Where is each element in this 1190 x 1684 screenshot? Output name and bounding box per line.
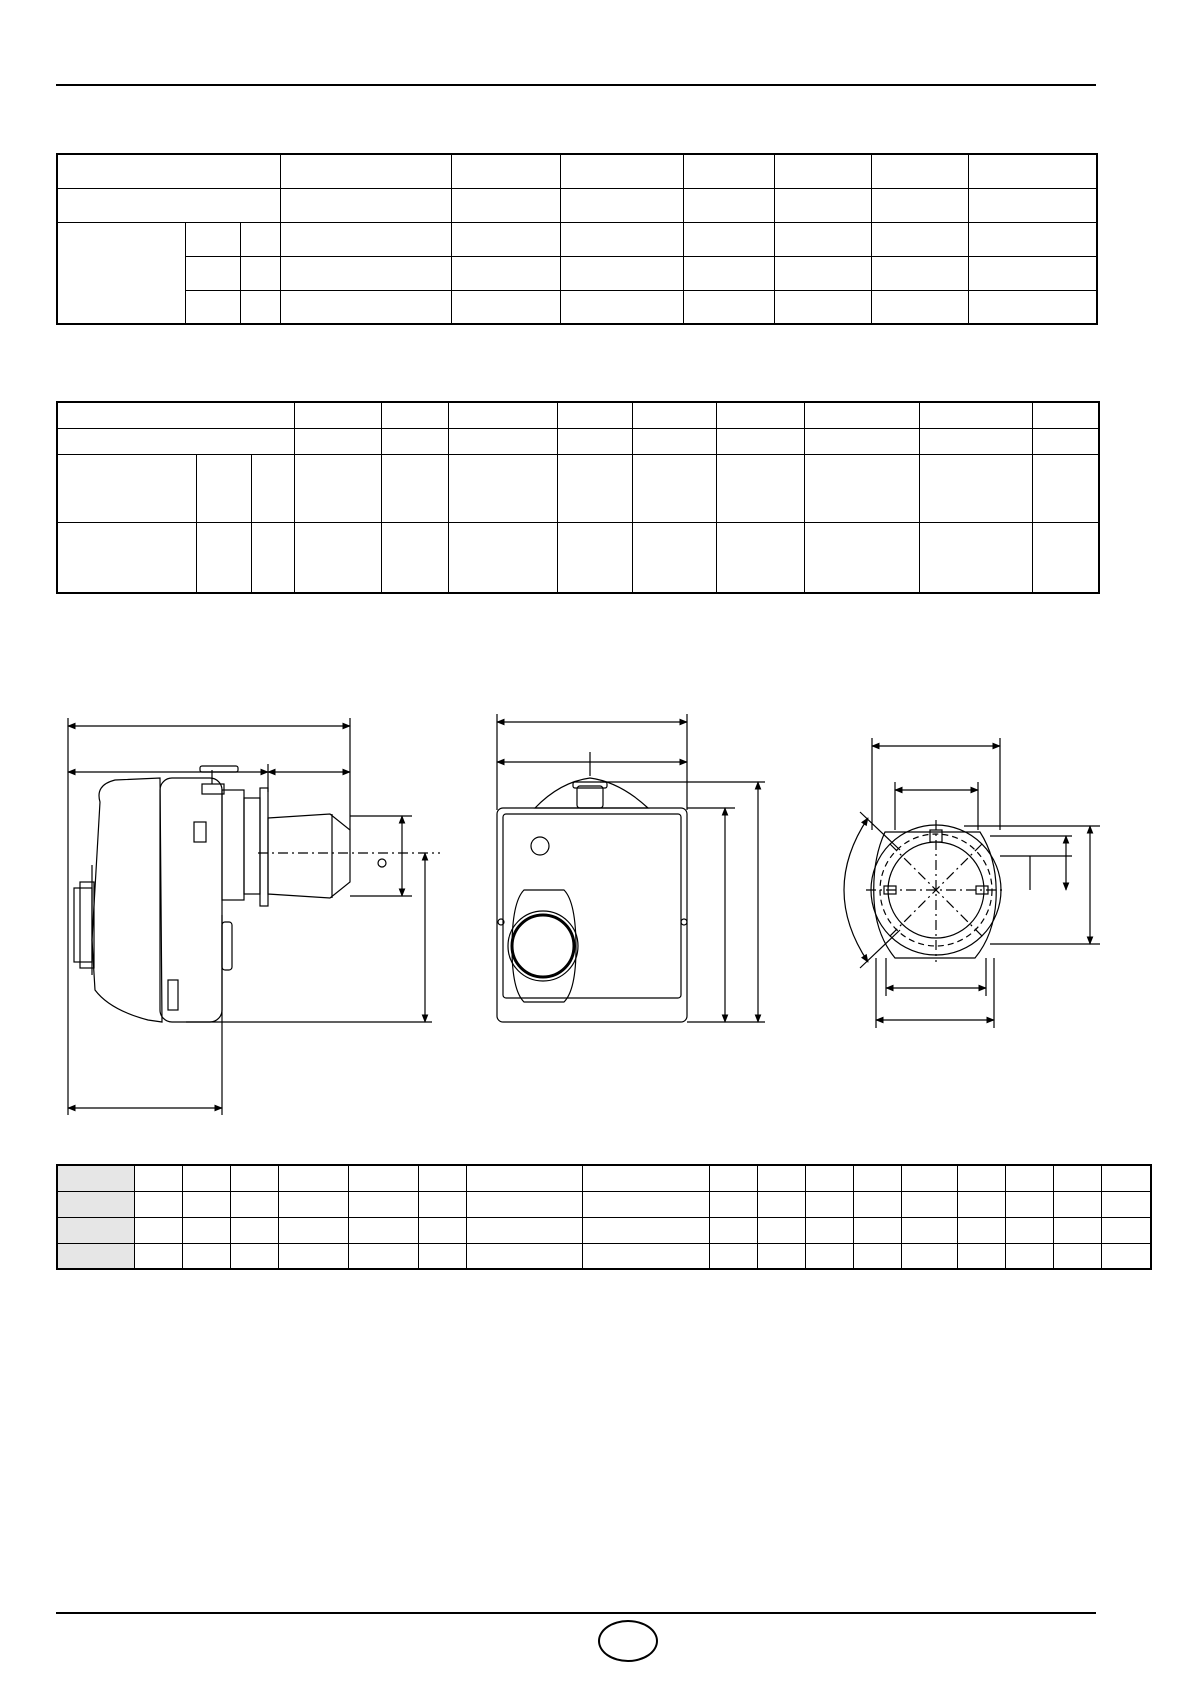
table-row — [57, 188, 1097, 222]
table-row — [57, 1243, 1151, 1269]
table-cell — [709, 1243, 757, 1269]
table-cell — [774, 222, 871, 256]
table-cell — [774, 256, 871, 290]
table-cell — [1032, 428, 1099, 454]
table-cell — [709, 1165, 757, 1191]
table-cell — [1101, 1243, 1151, 1269]
table-cell — [709, 1191, 757, 1217]
table-cell — [294, 402, 381, 428]
table-cell — [957, 1165, 1005, 1191]
table-row — [57, 1217, 1151, 1243]
table-cell — [716, 454, 804, 522]
table-cell — [466, 1217, 582, 1243]
table-cell — [185, 256, 240, 290]
table-cell — [560, 256, 683, 290]
table-cell — [582, 1165, 709, 1191]
table-cell — [716, 428, 804, 454]
table-cell — [1005, 1165, 1053, 1191]
table-row — [57, 454, 1099, 522]
table-cell — [1005, 1191, 1053, 1217]
table-cell — [853, 1243, 901, 1269]
table-cell — [278, 1191, 348, 1217]
table-cell — [632, 522, 716, 593]
table-cell — [853, 1217, 901, 1243]
table-cell — [185, 290, 240, 324]
table-cell — [240, 222, 280, 256]
table-cell — [968, 222, 1097, 256]
table-cell — [466, 1191, 582, 1217]
table-cell — [230, 1165, 278, 1191]
table-cell — [57, 428, 294, 454]
page-number — [598, 1620, 658, 1662]
table-row — [57, 256, 1097, 290]
table-cell — [280, 256, 451, 290]
table-row — [57, 402, 1099, 428]
table-row — [57, 1165, 1151, 1191]
table-cell — [968, 290, 1097, 324]
table-cell — [1032, 522, 1099, 593]
table-cell — [919, 522, 1032, 593]
table-header-cell — [57, 1191, 134, 1217]
table-cell — [1053, 1217, 1101, 1243]
table-cell — [278, 1243, 348, 1269]
table-cell — [57, 222, 185, 324]
footer-rule — [56, 1612, 1096, 1614]
table-cell — [716, 522, 804, 593]
table-cell — [901, 1217, 957, 1243]
table-cell — [805, 1191, 853, 1217]
table-cell — [418, 1165, 466, 1191]
table-cell — [448, 522, 557, 593]
table-cell — [381, 428, 448, 454]
table-cell — [871, 256, 968, 290]
table-cell — [919, 454, 1032, 522]
table-cell — [805, 1217, 853, 1243]
table-cell — [871, 188, 968, 222]
table-cell — [805, 1243, 853, 1269]
table-cell — [560, 222, 683, 256]
table-cell — [57, 522, 196, 593]
table-cell — [451, 290, 560, 324]
table-cell — [348, 1191, 418, 1217]
table-cell — [418, 1191, 466, 1217]
table-cell — [804, 402, 919, 428]
table-cell — [683, 256, 774, 290]
table-cell — [757, 1165, 805, 1191]
table-cell — [348, 1243, 418, 1269]
table-cell — [683, 154, 774, 188]
table-cell — [632, 454, 716, 522]
table-cell — [1032, 454, 1099, 522]
table-cell — [683, 188, 774, 222]
table-row — [57, 1191, 1151, 1217]
table-cell — [683, 222, 774, 256]
table-cell — [418, 1217, 466, 1243]
table-cell — [1101, 1191, 1151, 1217]
table-cell — [381, 454, 448, 522]
table-row — [57, 428, 1099, 454]
table-cell — [294, 454, 381, 522]
table-cell — [1101, 1165, 1151, 1191]
table-cell — [280, 290, 451, 324]
table-cell — [134, 1165, 182, 1191]
table-cell — [196, 454, 251, 522]
table-cell — [853, 1165, 901, 1191]
table-cell — [709, 1217, 757, 1243]
table-cell — [57, 454, 196, 522]
table-cell — [348, 1217, 418, 1243]
table-cell — [381, 522, 448, 593]
table-cell — [134, 1243, 182, 1269]
table-cell — [757, 1191, 805, 1217]
table-row — [57, 222, 1097, 256]
table-header-cell — [57, 1217, 134, 1243]
table-cell — [871, 154, 968, 188]
table-cell — [294, 428, 381, 454]
table-cell — [805, 1165, 853, 1191]
table-cell — [280, 188, 451, 222]
table-cell — [182, 1217, 230, 1243]
table-cell — [557, 522, 632, 593]
table-cell — [560, 290, 683, 324]
table-cell — [557, 402, 632, 428]
table-cell — [57, 154, 280, 188]
header-rule — [56, 84, 1096, 86]
table-cell — [278, 1165, 348, 1191]
table-cell — [466, 1165, 582, 1191]
table-cell — [381, 402, 448, 428]
table-cell — [1053, 1243, 1101, 1269]
table-cell — [632, 402, 716, 428]
table-cell — [1005, 1243, 1053, 1269]
table-cell — [757, 1217, 805, 1243]
table-cell — [853, 1191, 901, 1217]
table-cell — [560, 188, 683, 222]
burner-side-view-icon — [68, 718, 440, 1115]
table-cell — [919, 428, 1032, 454]
table-cell — [57, 402, 294, 428]
table-header-cell — [57, 1243, 134, 1269]
specification-table-2 — [56, 401, 1100, 594]
table-cell — [348, 1165, 418, 1191]
table-cell — [240, 256, 280, 290]
table-cell — [901, 1243, 957, 1269]
table-cell — [871, 290, 968, 324]
table-cell — [901, 1191, 957, 1217]
table-cell — [683, 290, 774, 324]
table-cell — [774, 188, 871, 222]
table-cell — [957, 1217, 1005, 1243]
table-cell — [557, 454, 632, 522]
technical-drawings — [0, 690, 1190, 1130]
table-cell — [448, 428, 557, 454]
table-cell — [451, 154, 560, 188]
table-cell — [251, 454, 294, 522]
table-cell — [134, 1217, 182, 1243]
dimension-table — [56, 1164, 1152, 1270]
table-row — [57, 154, 1097, 188]
table-cell — [804, 428, 919, 454]
table-cell — [134, 1191, 182, 1217]
table-cell — [57, 188, 280, 222]
table-cell — [251, 522, 294, 593]
table-cell — [182, 1191, 230, 1217]
table-row — [57, 290, 1097, 324]
table-cell — [280, 222, 451, 256]
table-cell — [871, 222, 968, 256]
table-cell — [278, 1217, 348, 1243]
table-cell — [582, 1191, 709, 1217]
mounting-flange-view-icon — [844, 738, 1100, 1028]
table-cell — [451, 222, 560, 256]
table-cell — [448, 454, 557, 522]
table-cell — [294, 522, 381, 593]
table-cell — [1053, 1165, 1101, 1191]
table-cell — [919, 402, 1032, 428]
table-cell — [451, 256, 560, 290]
table-cell — [557, 428, 632, 454]
table-cell — [804, 522, 919, 593]
table-cell — [716, 402, 804, 428]
table-cell — [448, 402, 557, 428]
table-cell — [418, 1243, 466, 1269]
table-cell — [1053, 1191, 1101, 1217]
table-cell — [901, 1165, 957, 1191]
table-cell — [230, 1191, 278, 1217]
table-cell — [182, 1165, 230, 1191]
table-cell — [804, 454, 919, 522]
table-row — [57, 522, 1099, 593]
table-cell — [451, 188, 560, 222]
table-cell — [230, 1217, 278, 1243]
specification-table-1 — [56, 153, 1098, 325]
table-cell — [196, 522, 251, 593]
table-cell — [185, 222, 240, 256]
burner-front-view-icon — [497, 714, 765, 1022]
table-cell — [466, 1243, 582, 1269]
table-cell — [774, 154, 871, 188]
table-header-cell — [57, 1165, 134, 1191]
table-cell — [280, 154, 451, 188]
table-cell — [1032, 402, 1099, 428]
table-cell — [1005, 1217, 1053, 1243]
table-cell — [968, 154, 1097, 188]
table-cell — [774, 290, 871, 324]
table-cell — [957, 1243, 1005, 1269]
table-cell — [968, 188, 1097, 222]
table-cell — [757, 1243, 805, 1269]
table-cell — [560, 154, 683, 188]
table-cell — [632, 428, 716, 454]
table-cell — [240, 290, 280, 324]
table-cell — [182, 1243, 230, 1269]
table-cell — [957, 1191, 1005, 1217]
table-cell — [968, 256, 1097, 290]
table-cell — [582, 1243, 709, 1269]
table-cell — [230, 1243, 278, 1269]
table-cell — [582, 1217, 709, 1243]
table-cell — [1101, 1217, 1151, 1243]
